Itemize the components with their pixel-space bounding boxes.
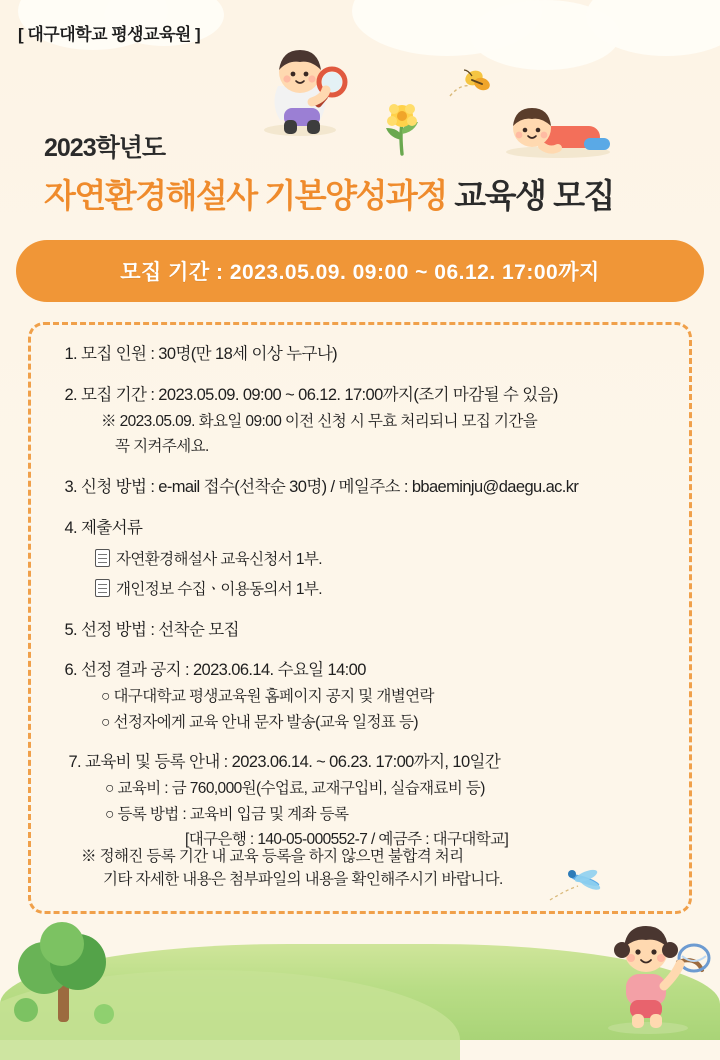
list-item-text: 교육비 및 등록 안내 : 2023.06.14. ~ 06.23. 17:00까지, 10일간 [85,753,501,772]
list-item [51,659,669,734]
list-item-number: 1. [64,345,77,363]
list-item-note: ○ 대구대학교 평생교육원 홈페이지 공지 및 개별연락 [101,688,434,706]
details-list [51,343,669,852]
list-item-text: 모집 기간 : 2023.05.09. 09:00 ~ 06.12. 17:00까지(조기 마감될 수 있음) [81,385,558,404]
list-item-text: 선정 방법 : 선착순 모집 [81,620,239,639]
list-item [51,517,669,602]
document-label: 개인정보 수집ㆍ이용동의서 1부. [116,581,322,599]
list-item [51,751,669,851]
bank-account-info: [대구은행 : 140-05-000552-7 / 예금주 : 대구대학교] [185,831,509,849]
footnote-line-2: 기타 자세한 내용은 첨부파일의 내용을 확인해주시기 바랍니다. [103,871,503,889]
list-item-number: 4. [64,518,77,537]
list-item-text: 선정 결과 공지 : 2023.06.14. 수요일 14:00 [81,661,366,680]
list-item-note: ○ 등록 방법 : 교육비 입금 및 계좌 등록 [105,805,349,823]
list-item-text: 신청 방법 : e-mail 접수(선착순 30명) / 메일주소 : bbaeminju@daegu.ac.kr [81,477,579,496]
recruitment-period-banner [16,240,704,302]
document-icon [95,579,110,597]
list-item-note: ○ 선정자에게 교육 안내 문자 발송(교육 일정표 등) [101,713,418,731]
dragonfly-icon [540,860,610,912]
headline-year: 2023학년도 [44,134,166,162]
headline-main [44,170,720,217]
document-label: 자연환경해설사 교육신청서 1부. [116,550,322,568]
list-item-note: ○ 교육비 : 금 760,000원(수업료, 교재구입비, 실습재료비 등) [105,780,485,798]
list-item-text: 모집 인원 : 30명(만 18세 이상 누구나) [81,345,338,363]
list-item-number: 2. [64,385,77,404]
girl-with-net-illustration [582,916,712,1036]
document-row [81,546,669,571]
list-item [51,619,669,643]
details-box [28,322,692,914]
institution-tag: [ 대구대학교 평생교육원 ] [18,25,201,44]
list-item-number: 7. [68,753,81,772]
list-item-text: 제출서류 [81,518,143,537]
list-item-note: 꼭 지켜주세요. [115,438,209,456]
headline-suffix: 교육생 모집 [454,177,614,214]
boy-with-magnifier-illustration [248,46,358,138]
list-item-note: ※ 2023.05.09. 화요일 09:00 이전 신청 시 무효 처리되니 모집 기간을 [101,412,538,430]
document-icon [95,549,110,567]
tree-icon [4,914,124,1030]
poster-headline [0,128,720,217]
butterfly-icon [444,60,492,104]
list-item [51,384,669,459]
document-row [81,576,669,601]
list-item-number: 6. [64,661,77,680]
footnote-line-1: ※ 정해진 등록 기간 내 교육 등록을 하지 않으면 불합격 처리 [81,848,464,865]
list-item-number: 3. [64,477,77,496]
list-item [51,343,669,367]
headline-course-name: 자연환경해설사 기본양성과정 [44,177,447,214]
recruitment-period-text: 모집 기간 : 2023.05.09. 09:00 ~ 06.12. 17:00까지 [120,261,600,284]
list-item [51,476,669,500]
list-item-number: 5. [64,620,77,639]
